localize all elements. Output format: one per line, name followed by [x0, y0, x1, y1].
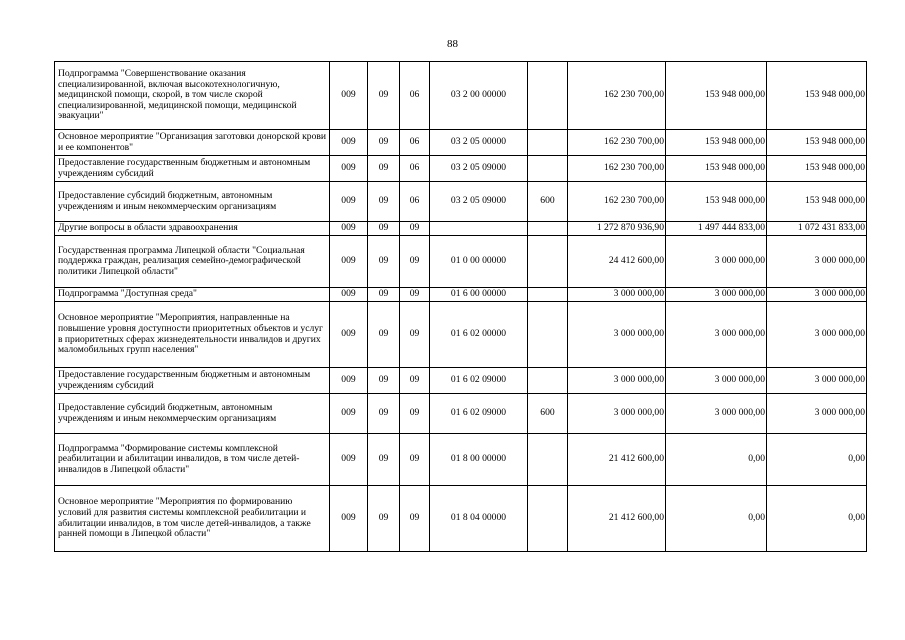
section-code: 09 [368, 156, 400, 182]
subsection-code: 09 [400, 302, 430, 368]
table-row [55, 288, 867, 302]
page-number: 88 [447, 38, 458, 50]
sum-year-1: 21 412 600,00 [568, 486, 666, 552]
subsection-code: 06 [400, 182, 430, 222]
ministry-code: 009 [330, 236, 368, 288]
sum-year-3: 153 948 000,00 [767, 156, 867, 182]
sum-year-1: 3 000 000,00 [568, 394, 666, 434]
subsection-code: 06 [400, 62, 430, 130]
row-name: Основное мероприятие "Мероприятия, направленные на повышение уровня доступности приоритетных объектов и услуг в приоритетных сферах жизнедеятельности инвалидов и других маломобильных групп населения" [55, 302, 330, 368]
sum-year-2: 3 000 000,00 [666, 236, 767, 288]
row-name: Государственная программа Липецкой области "Социальная поддержка граждан, реализация семейно-демографической политики Липецкой области" [55, 236, 330, 288]
ministry-code: 009 [330, 288, 368, 302]
ministry-code: 009 [330, 486, 368, 552]
sum-year-1: 1 272 870 936,90 [568, 222, 666, 236]
sum-year-1: 162 230 700,00 [568, 130, 666, 156]
sum-year-2: 0,00 [666, 434, 767, 486]
target-article: 01 6 02 09000 [430, 394, 528, 434]
ministry-code: 009 [330, 222, 368, 236]
sum-year-1: 3 000 000,00 [568, 368, 666, 394]
sum-year-2: 1 497 444 833,00 [666, 222, 767, 236]
target-article: 01 0 00 00000 [430, 236, 528, 288]
ministry-code: 009 [330, 368, 368, 394]
sum-year-3: 0,00 [767, 486, 867, 552]
subsection-code: 09 [400, 236, 430, 288]
target-article: 03 2 05 00000 [430, 130, 528, 156]
expense-type [528, 130, 568, 156]
sum-year-2: 153 948 000,00 [666, 156, 767, 182]
target-article: 03 2 05 09000 [430, 156, 528, 182]
sum-year-2: 3 000 000,00 [666, 394, 767, 434]
table-row [55, 434, 867, 486]
sum-year-1: 162 230 700,00 [568, 182, 666, 222]
sum-year-3: 3 000 000,00 [767, 288, 867, 302]
table-row [55, 302, 867, 368]
row-name: Предоставление субсидий бюджетным, автономным учреждениям и иным некоммерческим организациям [55, 182, 330, 222]
table-row [55, 62, 867, 130]
budget-table [54, 61, 867, 552]
row-name: Предоставление государственным бюджетным и автономным учреждениям субсидий [55, 368, 330, 394]
sum-year-3: 153 948 000,00 [767, 182, 867, 222]
sum-year-2: 153 948 000,00 [666, 182, 767, 222]
section-code: 09 [368, 288, 400, 302]
row-name: Подпрограмма "Формирование системы комплексной реабилитации и абилитации инвалидов, в том числе детей-инвалидов в Липецкой области" [55, 434, 330, 486]
table-row [55, 182, 867, 222]
sum-year-1: 162 230 700,00 [568, 156, 666, 182]
subsection-code: 09 [400, 368, 430, 394]
expense-type [528, 288, 568, 302]
row-name: Подпрограмма "Доступная среда" [55, 288, 330, 302]
row-name: Предоставление государственным бюджетным и автономным учреждениям субсидий [55, 156, 330, 182]
ministry-code: 009 [330, 394, 368, 434]
row-name: Основное мероприятие "Мероприятия по формированию условий для развития системы комплексной реабилитации и абилитации инвалидов, в том числе детей-инвалидов, а также ранней помощи в Липецкой области" [55, 486, 330, 552]
table-row [55, 236, 867, 288]
row-name: Подпрограмма "Совершенствование оказания специализированной, включая высокотехнологичную, медицинской помощи, скорой, в том числе скорой специализированной, медицинской помощи, медицинской эвакуации" [55, 62, 330, 130]
expense-type [528, 368, 568, 394]
sum-year-2: 0,00 [666, 486, 767, 552]
target-article: 03 2 05 09000 [430, 182, 528, 222]
section-code: 09 [368, 182, 400, 222]
table-body [55, 62, 867, 552]
expense-type [528, 222, 568, 236]
target-article: 01 8 00 00000 [430, 434, 528, 486]
section-code: 09 [368, 394, 400, 434]
expense-type [528, 486, 568, 552]
section-code: 09 [368, 222, 400, 236]
table-row [55, 486, 867, 552]
target-article: 01 8 04 00000 [430, 486, 528, 552]
expense-type: 600 [528, 394, 568, 434]
table-row [55, 130, 867, 156]
row-name: Основное мероприятие "Организация заготовки донорской крови и ее компонентов" [55, 130, 330, 156]
subsection-code: 06 [400, 130, 430, 156]
sum-year-3: 3 000 000,00 [767, 236, 867, 288]
section-code: 09 [368, 62, 400, 130]
expense-type [528, 302, 568, 368]
expense-type: 600 [528, 182, 568, 222]
table-row [55, 222, 867, 236]
target-article: 03 2 00 00000 [430, 62, 528, 130]
target-article [430, 222, 528, 236]
sum-year-3: 153 948 000,00 [767, 130, 867, 156]
expense-type [528, 62, 568, 130]
section-code: 09 [368, 368, 400, 394]
subsection-code: 09 [400, 288, 430, 302]
sum-year-3: 3 000 000,00 [767, 394, 867, 434]
table-row [55, 156, 867, 182]
table-row [55, 394, 867, 434]
section-code: 09 [368, 486, 400, 552]
sum-year-3: 3 000 000,00 [767, 368, 867, 394]
table-row [55, 368, 867, 394]
sum-year-2: 3 000 000,00 [666, 288, 767, 302]
expense-type [528, 156, 568, 182]
sum-year-2: 3 000 000,00 [666, 302, 767, 368]
target-article: 01 6 00 00000 [430, 288, 528, 302]
ministry-code: 009 [330, 434, 368, 486]
subsection-code: 09 [400, 222, 430, 236]
subsection-code: 09 [400, 394, 430, 434]
ministry-code: 009 [330, 130, 368, 156]
sum-year-2: 153 948 000,00 [666, 130, 767, 156]
sum-year-1: 162 230 700,00 [568, 62, 666, 130]
subsection-code: 09 [400, 434, 430, 486]
sum-year-3: 3 000 000,00 [767, 302, 867, 368]
sum-year-3: 0,00 [767, 434, 867, 486]
row-name: Предоставление субсидий бюджетным, автономным учреждениям и иным некоммерческим организациям [55, 394, 330, 434]
ministry-code: 009 [330, 302, 368, 368]
section-code: 09 [368, 236, 400, 288]
sum-year-3: 153 948 000,00 [767, 62, 867, 130]
ministry-code: 009 [330, 182, 368, 222]
sum-year-2: 153 948 000,00 [666, 62, 767, 130]
row-name: Другие вопросы в области здравоохранения [55, 222, 330, 236]
target-article: 01 6 02 00000 [430, 302, 528, 368]
sum-year-3: 1 072 431 833,00 [767, 222, 867, 236]
subsection-code: 09 [400, 486, 430, 552]
ministry-code: 009 [330, 62, 368, 130]
section-code: 09 [368, 302, 400, 368]
sum-year-1: 24 412 600,00 [568, 236, 666, 288]
subsection-code: 06 [400, 156, 430, 182]
target-article: 01 6 02 09000 [430, 368, 528, 394]
sum-year-1: 3 000 000,00 [568, 288, 666, 302]
sum-year-1: 21 412 600,00 [568, 434, 666, 486]
section-code: 09 [368, 434, 400, 486]
sum-year-2: 3 000 000,00 [666, 368, 767, 394]
expense-type [528, 434, 568, 486]
sum-year-1: 3 000 000,00 [568, 302, 666, 368]
expense-type [528, 236, 568, 288]
ministry-code: 009 [330, 156, 368, 182]
section-code: 09 [368, 130, 400, 156]
